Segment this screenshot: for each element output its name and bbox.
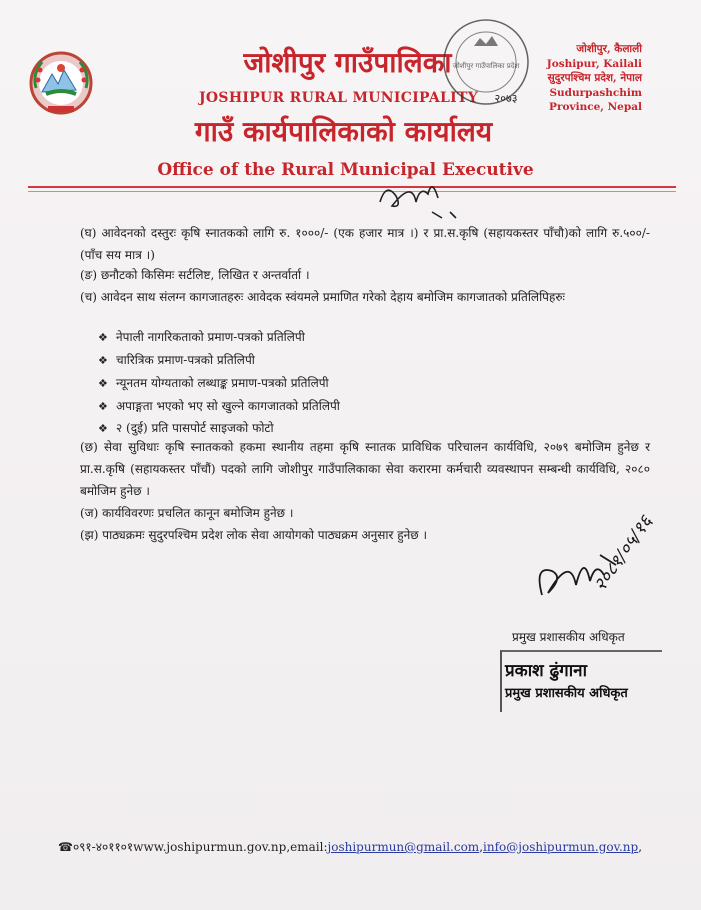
address-line: Joshipur, Kailali [546,57,642,70]
office-title-en: Office of the Rural Municipal Executive [157,160,534,180]
address-line: सुदुरपश्चिम प्रदेश, नेपाल [547,72,642,84]
seal-text: जोशीपुर गाउँपालिका प्रदेश [452,62,520,70]
syllabus-paragraph: (झ) पाठ्यक्रमः सुदुरपश्चिम प्रदेश लोक सेवा आयोगको पाठ्यक्रम अनुसार हुनेछ । [80,528,428,542]
municipality-title-en: JOSHIPUR RURAL MUNICIPALITY [198,90,479,106]
bullet-icon: ❖ [98,331,108,344]
selection-paragraph: (ङ) छनौटको किसिमः सर्टलिष्ट, लिखित र अन्तर्वार्ता । [80,268,310,282]
address-line: Sudurpashchim [549,86,642,99]
email-link-gmail[interactable]: joshipurmun@gmail.com [327,840,480,854]
list-item: ❖ नेपाली नागरिकताको प्रमाण-पत्रको प्रतिलिपी [98,330,305,344]
stamp-title: प्रमुख प्रशासकीय अधिकृत [505,686,628,701]
initial-signature [372,172,462,222]
separator: , [479,840,484,854]
service-paragraph: (छ) सेवा सुविधाः कृषि स्नातकको हकमा स्थानीय तहमा कृषि स्नातक प्राविधिक परिचालन कार्यविधि, २०७९ बमोजिम हुनेछ र प्रा.स.कृषि (सहायकस्तर पाँचौं) पदको लागि जोशीपुर गाउँपालिकाका सेवा करारमा कर्मचारी व्यवस्थापन सम्बन्धी कार्यविधि, २०८० बमोजिम हुनेछ । [80,440,650,498]
bullet-icon: ❖ [98,400,108,413]
address-line: जोशीपुर, कैलाली [576,43,642,55]
website-text: www.joshipurmun.gov.np,email: [133,840,328,854]
handwritten-date: २०८१/०५/१६ [589,511,657,596]
municipality-title-np: जोशीपुर गाउँपालिका [243,46,452,79]
email-link-info[interactable]: info@joshipurmun.gov.np [483,840,639,854]
fee-paragraph: (घ) आवेदनको दस्तुरः कृषि स्नातकको लागि रु. १०००/- (एक हजार मात्र ।) र प्रा.स.कृषि (सहायकस्तर पाँचौ)को लागि रु.५००/- (पाँच सय मात्र ।) [80,226,650,262]
list-item: ❖ न्यूनतम योग्यताको लब्धाङ्क प्रमाण-पत्रको प्रतिलिपी [98,376,329,390]
bullet-icon: ❖ [98,377,108,390]
office-seal-stamp [440,16,532,108]
header-divider-thin [28,191,676,192]
list-item: ❖ चारित्रिक प्रमाण-पत्रको प्रतिलिपी [98,353,255,367]
bullet-icon: ❖ [98,422,108,435]
seal-year: २०७३ [494,92,518,105]
stamp-name: प्रकाश ढुंगाना [505,661,587,681]
office-title-np: गाउँ कार्यपालिकाको कार्यालय [194,115,493,148]
bullet-icon: ❖ [98,354,108,367]
list-item: ❖ २ (दुई) प्रति पासपोर्ट साइजको फोटो [98,421,274,435]
address-line: Province, Nepal [549,101,642,113]
documents-intro: (च) आवेदन साथ संलग्न कागजातहरुः आवेदक स्वंयमले प्रमाणित गरेको देहाय बमोजिम कागजातको प्रतिलिपिहरुः [80,290,565,304]
list-item: ❖ अपाङ्गता भएको भए सो खुल्ने कागजातको प्रतिलिपी [98,399,340,413]
separator-end: , [638,840,643,854]
phone-number: ☎०९१-४०११०१ [58,840,134,854]
signatory-title: प्रमुख प्रशासकीय अधिकृत [512,630,625,644]
footer-contact [58,838,642,855]
address-block [532,42,642,115]
header-divider [28,186,676,188]
procedure-paragraph: (ज) कार्यविवरणः प्रचलित कानून बमोजिम हुनेछ । [80,506,294,520]
